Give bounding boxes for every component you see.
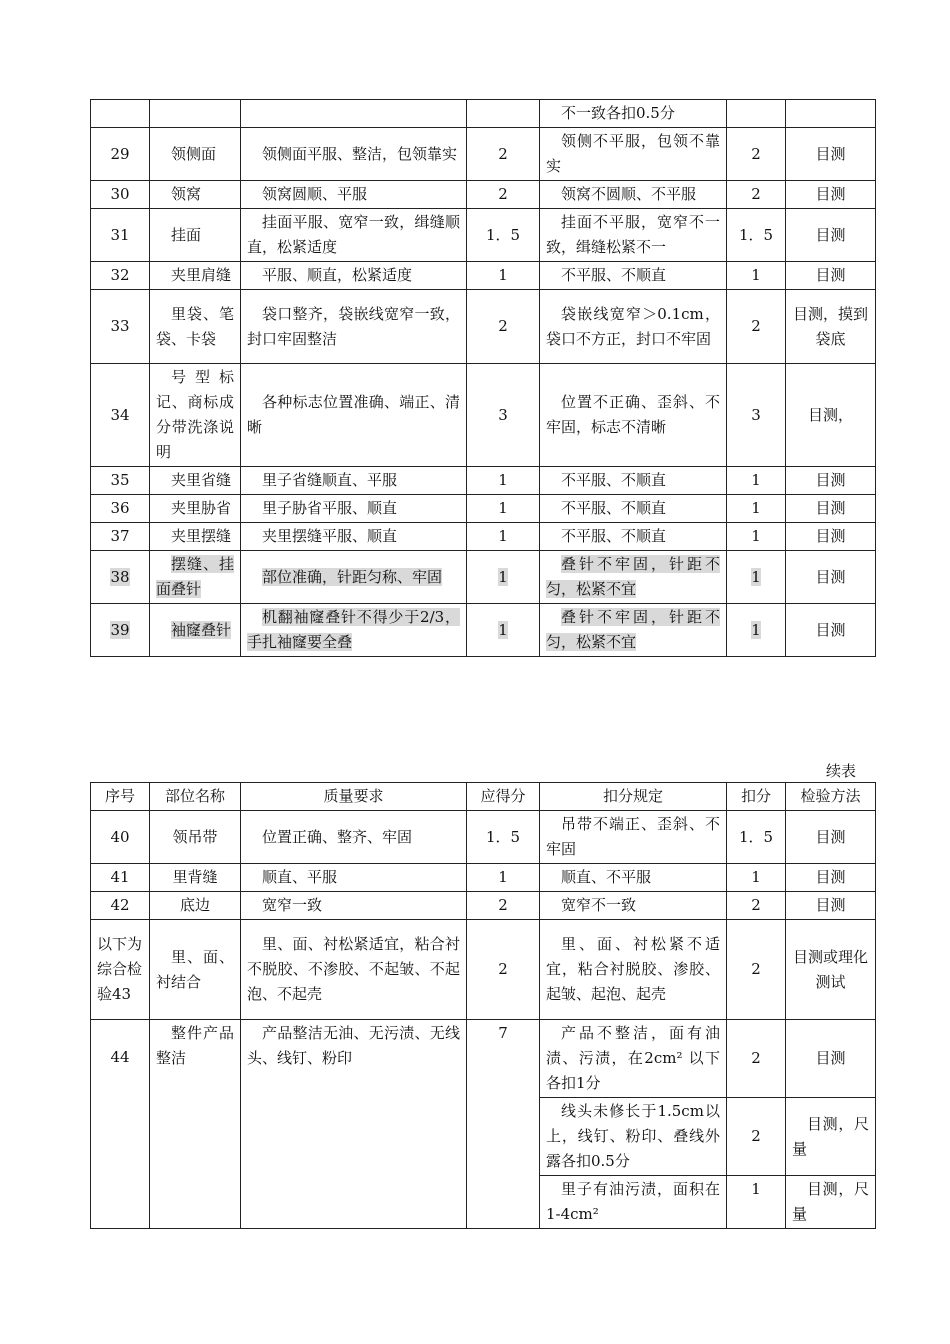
column-header: 质量要求 [241, 783, 467, 811]
part-name: 领吊带 [150, 811, 241, 864]
deduction: 2 [727, 1098, 786, 1176]
part-name-text: 摆缝、挂面叠针 [156, 555, 234, 598]
table-row [91, 128, 876, 181]
full-score: 2 [467, 892, 540, 920]
part-name: 领窝 [150, 181, 241, 209]
inspection-method: 目测或理化测试 [786, 920, 876, 1020]
inspection-method: 目测 [786, 604, 876, 657]
full-score: 1．5 [467, 811, 540, 864]
table-row [91, 262, 876, 290]
table-cell [241, 100, 467, 128]
table-row [91, 100, 876, 128]
row-number [91, 604, 150, 657]
deduction: 1．5 [727, 811, 786, 864]
table-cell [786, 100, 876, 128]
deduction-rule-text: 叠针不牢固，针距不匀，松紧不宜 [546, 555, 720, 598]
table-row [91, 811, 876, 864]
full-score: 1 [467, 864, 540, 892]
deduction-rule: 产品不整洁，面有油渍、污渍，在2cm² 以下各扣1分 [540, 1020, 727, 1098]
full-score [467, 604, 540, 657]
table-row [91, 604, 876, 657]
part-name-text: 袖窿叠针 [171, 620, 232, 639]
column-header: 扣分 [727, 783, 786, 811]
table-row [91, 209, 876, 262]
quality-requirement: 领侧面平服、整洁，包领靠实 [241, 128, 467, 181]
deduction-rule: 不平服、不顺直 [540, 467, 727, 495]
table-row [91, 1020, 876, 1098]
deduction-rule: 线头未修长于1.5cm以上，线钉、粉印、叠线外露各扣0.5分 [540, 1098, 727, 1176]
continued-label: 续表 [826, 762, 857, 780]
inspection-method: 目测 [786, 181, 876, 209]
table-row [91, 523, 876, 551]
part-name: 里背缝 [150, 864, 241, 892]
quality-requirement: 夹里摆缝平服、顺直 [241, 523, 467, 551]
row-number: 33 [91, 290, 150, 364]
full-score-text: 1 [498, 620, 508, 639]
full-score: 3 [467, 364, 540, 467]
deduction-text: 1 [751, 567, 761, 586]
table-cell [91, 100, 150, 128]
table-row [91, 892, 876, 920]
table-row [91, 495, 876, 523]
quality-requirement: 平服、顺直，松紧适度 [241, 262, 467, 290]
quality-requirement: 位置正确、整齐、牢固 [241, 811, 467, 864]
row-number: 40 [91, 811, 150, 864]
deduction [727, 551, 786, 604]
full-score: 1．5 [467, 209, 540, 262]
full-score: 1 [467, 495, 540, 523]
inspection-method: 目测 [786, 551, 876, 604]
part-name: 号型标记、商标成分带洗涤说明 [150, 364, 241, 467]
deduction: 1．5 [727, 209, 786, 262]
table-row [91, 920, 876, 1020]
deduction-rule: 不平服、不顺直 [540, 495, 727, 523]
quality-requirement: 里子胁省平服、顺直 [241, 495, 467, 523]
deduction: 2 [727, 920, 786, 1020]
table-header-row [91, 783, 876, 811]
inspection-method: 目测，尺量 [786, 1098, 876, 1176]
inspection-method: 目测 [786, 495, 876, 523]
deduction-rule [540, 604, 727, 657]
table-row [91, 551, 876, 604]
quality-requirement: 产品整洁无油、无污渍、无线头、线钉、粉印 [241, 1020, 467, 1229]
row-number: 41 [91, 864, 150, 892]
row-number: 34 [91, 364, 150, 467]
quality-requirement: 里子省缝顺直、平服 [241, 467, 467, 495]
inspection-method: 目测 [786, 209, 876, 262]
part-name: 领侧面 [150, 128, 241, 181]
inspection-method: 目测 [786, 523, 876, 551]
inspection-method: 目测 [786, 811, 876, 864]
inspection-method: 目测，尺量 [786, 1176, 876, 1229]
deduction: 3 [727, 364, 786, 467]
inspection-method: 目测 [786, 864, 876, 892]
deduction-rule [540, 551, 727, 604]
deduction: 1 [727, 864, 786, 892]
deduction: 2 [727, 181, 786, 209]
quality-requirement-text: 机翻袖窿叠针不得少于2/3，手扎袖窿要全叠 [247, 608, 460, 651]
row-number: 44 [91, 1020, 150, 1229]
full-score: 7 [467, 1020, 540, 1229]
row-number: 37 [91, 523, 150, 551]
inspection-method: 目测 [786, 1020, 876, 1098]
inspection-method: 目测 [786, 892, 876, 920]
deduction-rule-text: 叠针不牢固，针距不匀，松紧不宜 [546, 608, 720, 651]
row-number [91, 551, 150, 604]
part-name: 夹里摆缝 [150, 523, 241, 551]
table-row [91, 864, 876, 892]
row-number: 以下为综合检验43 [91, 920, 150, 1020]
inspection-method: 目测 [786, 467, 876, 495]
deduction: 2 [727, 1020, 786, 1098]
deduction-rule: 顺直、不平服 [540, 864, 727, 892]
part-name: 夹里省缝 [150, 467, 241, 495]
row-number: 42 [91, 892, 150, 920]
table-row [91, 181, 876, 209]
part-name: 夹里胁省 [150, 495, 241, 523]
part-name: 里袋、笔袋、卡袋 [150, 290, 241, 364]
deduction: 1 [727, 262, 786, 290]
part-name [150, 551, 241, 604]
deduction-rule: 位置不正确、歪斜、不牢固，标志不清晰 [540, 364, 727, 467]
deduction-rule: 里子有油污渍，面积在1-4cm² [540, 1176, 727, 1229]
deduction-rule: 吊带不端正、歪斜、不牢固 [540, 811, 727, 864]
deduction: 1 [727, 495, 786, 523]
deduction-rule: 领窝不圆顺、不平服 [540, 181, 727, 209]
table-cell [467, 100, 540, 128]
inspection-method: 目测 [786, 128, 876, 181]
quality-requirement: 里、面、衬松紧适宜，粘合衬不脱胶、不渗胶、不起皱、不起泡、不起壳 [241, 920, 467, 1020]
table-cell [727, 100, 786, 128]
row-number: 30 [91, 181, 150, 209]
inspection-method: 目测 [786, 262, 876, 290]
deduction-rule: 不平服、不顺直 [540, 523, 727, 551]
quality-requirement: 袋口整齐，袋嵌线宽窄一致，封口牢固整洁 [241, 290, 467, 364]
deduction-rule: 宽窄不一致 [540, 892, 727, 920]
column-header: 部位名称 [150, 783, 241, 811]
deduction: 2 [727, 892, 786, 920]
quality-requirement: 顺直、平服 [241, 864, 467, 892]
part-name: 整件产品整洁 [150, 1020, 241, 1229]
full-score: 2 [467, 181, 540, 209]
row-number-text: 39 [110, 620, 130, 639]
quality-requirement [241, 551, 467, 604]
column-header: 序号 [91, 783, 150, 811]
deduction-rule: 领侧不平服，包领不靠实 [540, 128, 727, 181]
full-score: 1 [467, 523, 540, 551]
part-name: 里、面、衬结合 [150, 920, 241, 1020]
deduction [727, 604, 786, 657]
inspection-method: 目测， [786, 364, 876, 467]
full-score: 1 [467, 262, 540, 290]
full-score: 2 [467, 920, 540, 1020]
quality-requirement [241, 604, 467, 657]
table-cell: 不一致各扣0.5分 [540, 100, 727, 128]
deduction-rule: 不平服、不顺直 [540, 262, 727, 290]
inspection-method: 目测，摸到袋底 [786, 290, 876, 364]
row-number: 31 [91, 209, 150, 262]
deduction-rule: 袋嵌线宽窄＞0.1cm，袋口不方正，封口不牢固 [540, 290, 727, 364]
quality-requirement: 各种标志位置准确、端正、清晰 [241, 364, 467, 467]
row-number: 32 [91, 262, 150, 290]
column-header: 扣分规定 [540, 783, 727, 811]
deduction-rule: 里、面、衬松紧不适宜，粘合衬脱胶、渗胶、起皱、起泡、起壳 [540, 920, 727, 1020]
part-name: 夹里肩缝 [150, 262, 241, 290]
quality-requirement: 领窝圆顺、平服 [241, 181, 467, 209]
row-number: 35 [91, 467, 150, 495]
deduction-text: 1 [751, 620, 761, 639]
deduction: 1 [727, 1176, 786, 1229]
row-number: 36 [91, 495, 150, 523]
quality-table-part1 [90, 99, 876, 657]
quality-requirement: 挂面平服、宽窄一致，缉缝顺直，松紧适度 [241, 209, 467, 262]
full-score: 2 [467, 128, 540, 181]
full-score: 1 [467, 467, 540, 495]
quality-table-part2 [90, 782, 876, 1229]
column-header: 检验方法 [786, 783, 876, 811]
part-name: 底边 [150, 892, 241, 920]
part-name: 挂面 [150, 209, 241, 262]
table-row [91, 290, 876, 364]
part-name [150, 604, 241, 657]
row-number: 29 [91, 128, 150, 181]
full-score-text: 1 [498, 567, 508, 586]
row-number-text: 38 [110, 567, 130, 586]
deduction: 2 [727, 128, 786, 181]
full-score: 2 [467, 290, 540, 364]
table-row [91, 364, 876, 467]
deduction: 1 [727, 523, 786, 551]
deduction: 1 [727, 467, 786, 495]
deduction-rule: 挂面不平服，宽窄不一致，缉缝松紧不一 [540, 209, 727, 262]
table-cell [150, 100, 241, 128]
quality-requirement: 宽窄一致 [241, 892, 467, 920]
deduction: 2 [727, 290, 786, 364]
table-row [91, 467, 876, 495]
quality-requirement-text: 部位准确，针距匀称、牢固 [262, 567, 443, 586]
full-score [467, 551, 540, 604]
column-header: 应得分 [467, 783, 540, 811]
